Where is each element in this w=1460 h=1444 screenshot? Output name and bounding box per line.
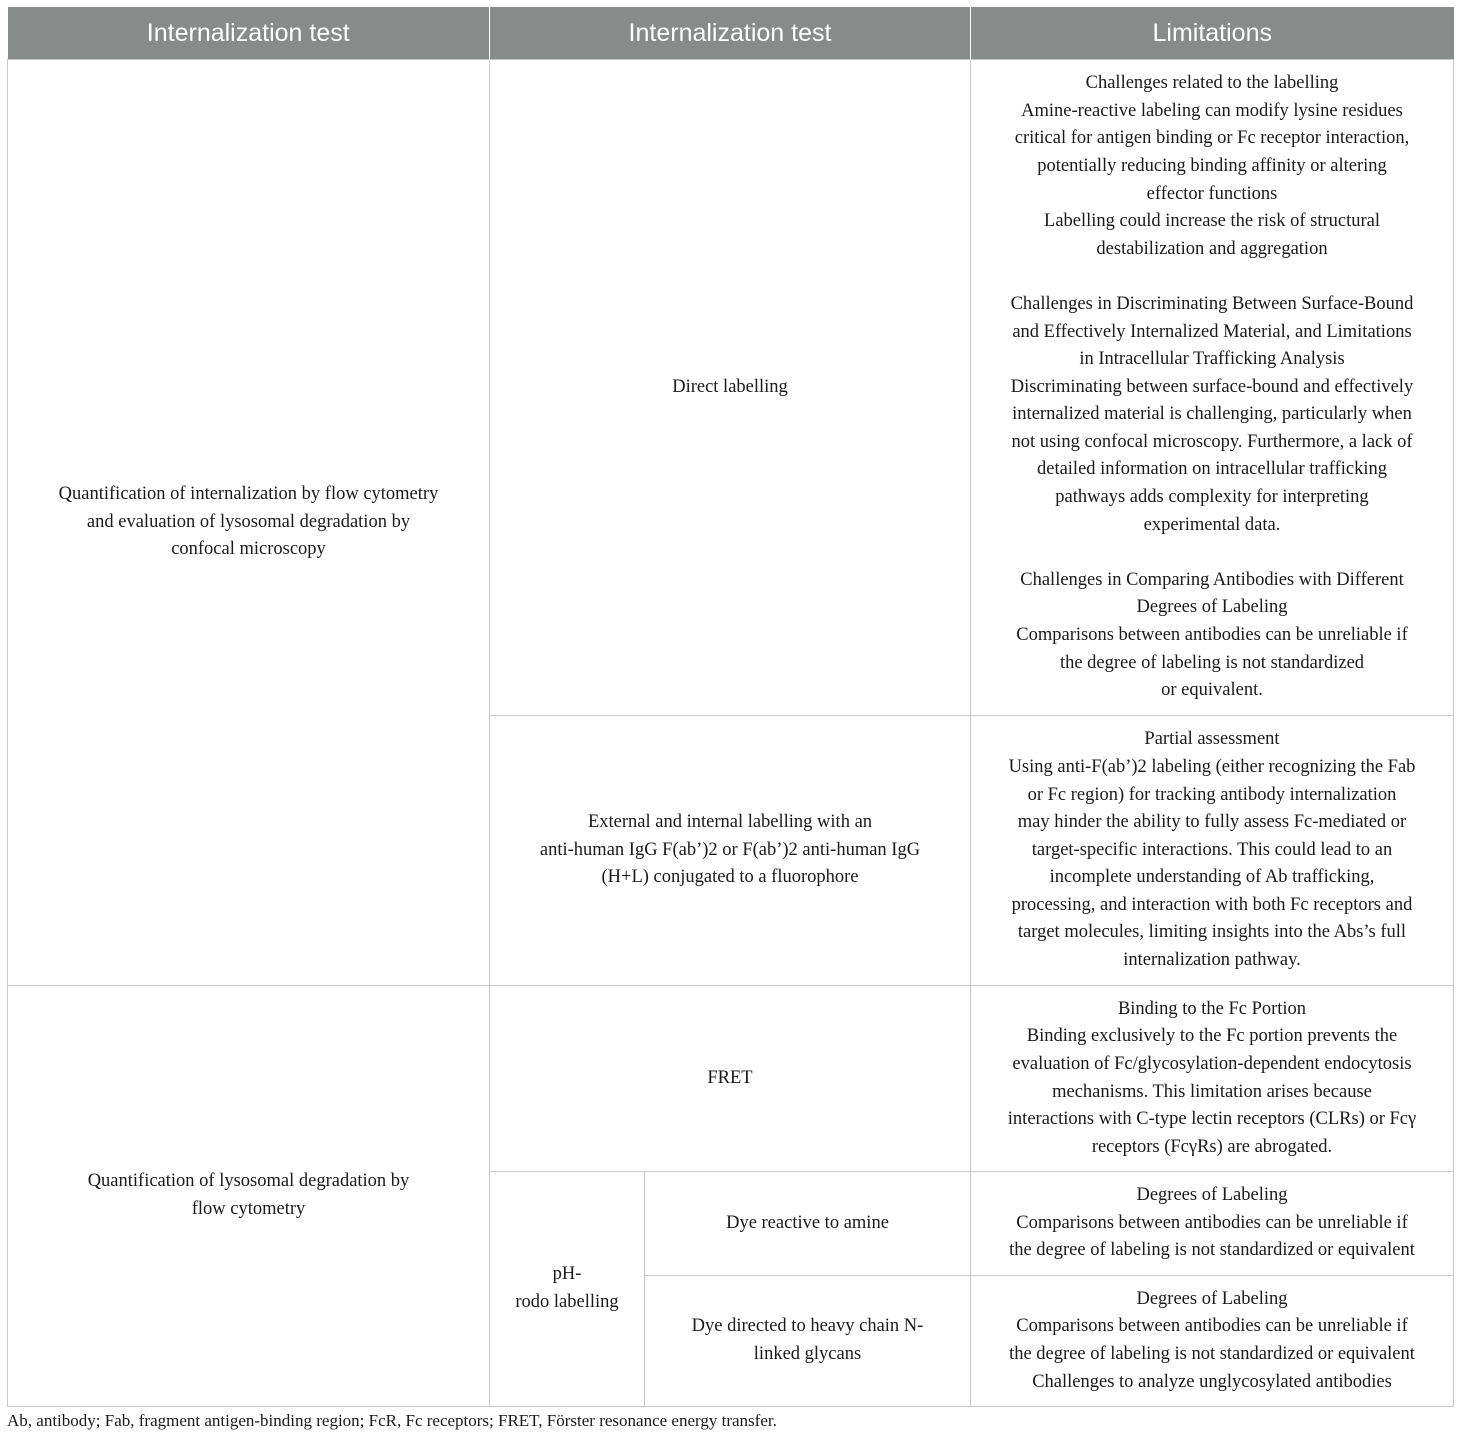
cell-text-line: Degrees of Labeling (1136, 597, 1288, 618)
cell-text-line: internalized material is challenging, particularly when (1012, 404, 1412, 425)
amine-limitations-cell (971, 1172, 1454, 1276)
cell-text-line: the degree of labeling is not standardized or equivalent (1009, 1240, 1415, 1261)
cell-text-line: destabilization and aggregation (1096, 238, 1328, 259)
cell-text-line: confocal microscopy (171, 539, 326, 560)
cell-text-line: pH- (552, 1264, 582, 1285)
cell-text-line: critical for antigen binding or Fc receptor interaction, (1014, 128, 1410, 149)
cell-text-line: flow cytometry (191, 1199, 306, 1219)
cell-text-line: pathways adds complexity for interpreting (1055, 487, 1369, 508)
cell-text-line: or Fc region) for tracking antibody internalization (1027, 784, 1397, 805)
external-limitations-cell (971, 716, 1454, 986)
group1-method-cell (8, 60, 490, 986)
cell-text-line: Comparisons between antibodies can be unreliable if (1016, 625, 1408, 646)
header-internalization-test-1: Internalization test (8, 7, 490, 60)
cell-text-line: and Effectively Internalized Material, and Limitations (1012, 321, 1412, 342)
cell-text-line: processing, and interaction with both Fc receptors and (1011, 894, 1413, 915)
cell-text-line: anti-human IgG F(ab’)2 or F(ab’)2 anti-human IgG (539, 839, 921, 860)
cell-text-line: Degrees of Labeling (1136, 1288, 1288, 1309)
cell-text-line: External and internal labelling with an (587, 812, 873, 833)
table-footnote: Ab, antibody; Fab, fragment antigen-binding region; FcR, Fc receptors; FRET, Förster resonance energy transfer. (7, 1411, 777, 1430)
cell-text-line (981, 539, 1443, 567)
cell-text-line: incomplete understanding of Ab trafficking, (1049, 867, 1375, 888)
cell-text-line: Binding to the Fc Portion (1117, 998, 1307, 1019)
cell-text-line: rodo labelling (515, 1292, 619, 1312)
cell-text-line: not using confocal microscopy. Furthermore, a lack of (1011, 431, 1413, 452)
cell-text-line: the degree of labeling is not standardized (1059, 652, 1365, 673)
table-row (8, 986, 1454, 1172)
cell-text-line: potentially reducing binding affinity or altering (1037, 155, 1387, 176)
cell-text-line: Amine-reactive labeling can modify lysine residues (1021, 100, 1403, 121)
cell-text-line: and evaluation of lysosomal degradation by (86, 511, 411, 532)
cell-text-line (981, 263, 1443, 291)
cell-text-line: or equivalent. (1161, 680, 1263, 701)
cell-text-line: in Intracellular Trafficking Analysis (1079, 349, 1345, 370)
glycan-limitations-cell (971, 1276, 1454, 1407)
glycan-dye-cell (645, 1276, 971, 1407)
cell-text-line: Comparisons between antibodies can be unreliable if (1016, 1316, 1408, 1337)
cell-text-line: (H+L) conjugated to a fluorophore (601, 867, 859, 888)
cell-text-line: interactions with C-type lectin receptors (CLRs) or Fcγ (1007, 1109, 1417, 1130)
cell-text-line: evaluation of Fc/glycosylation-dependent endocytosis (1012, 1053, 1412, 1074)
external-labelling-cell (490, 716, 971, 986)
cell-text-line: detailed information on intracellular trafficking (1036, 459, 1387, 480)
cell-text-line: linked glycans (753, 1344, 862, 1364)
cell-text-line: Challenges to analyze unglycosylated antibodies (1032, 1371, 1392, 1392)
phrodo-labelling-cell (490, 1172, 645, 1407)
cell-text-line: mechanisms. This limitation arises because (1052, 1081, 1372, 1102)
cell-text-line: may hinder the ability to fully assess Fc-mediated or (1017, 812, 1407, 833)
group2-method-cell (8, 986, 490, 1407)
limitations-table (7, 7, 1454, 1407)
direct-limitations-cell (971, 60, 1454, 716)
cell-text-line: target molecules, limiting insights into the Abs’s full (1017, 922, 1407, 943)
cell-text-line: Discriminating between surface-bound and effectively (1010, 376, 1414, 397)
direct-labelling-cell: Direct labelling (490, 60, 971, 716)
table-row (8, 60, 1454, 716)
cell-text-line: the degree of labeling is not standardized or equivalent (1009, 1344, 1415, 1364)
amine-dye-cell: Dye reactive to amine (645, 1172, 971, 1276)
cell-text-line: Challenges related to the labelling (1085, 73, 1339, 94)
cell-text-line: Comparisons between antibodies can be unreliable if (1016, 1212, 1408, 1233)
cell-text-line: Quantification of lysosomal degradation by (87, 1171, 410, 1192)
cell-text-line: Labelling could increase the risk of structural (1044, 211, 1380, 232)
cell-text-line: effector functions (1146, 183, 1278, 204)
cell-text-line: Degrees of Labeling (1136, 1185, 1288, 1206)
fret-cell: FRET (490, 986, 971, 1172)
header-internalization-test-2: Internalization test (490, 7, 971, 60)
header-limitations: Limitations (971, 7, 1454, 60)
cell-text-line: Dye directed to heavy chain N- (691, 1316, 924, 1337)
cell-text-line: internalization pathway. (1123, 950, 1301, 971)
cell-text-line: Using anti-F(ab’)2 labeling (either recognizing the Fab (1008, 756, 1416, 777)
table-container (7, 7, 1453, 1407)
cell-text-line: Challenges in Comparing Antibodies with Different (1020, 569, 1404, 590)
cell-text-line: Binding exclusively to the Fc portion prevents the (1026, 1026, 1398, 1047)
cell-text-line: Quantification of internalization by flow cytometry (58, 484, 439, 505)
cell-text-line: Partial assessment (1144, 729, 1280, 750)
cell-text-line: receptors (FcγRs) are abrogated. (1091, 1136, 1333, 1157)
fret-limitations-cell (971, 986, 1454, 1172)
cell-text-line: Challenges in Discriminating Between Surface-Bound (1010, 293, 1414, 314)
cell-text-line: target-specific interactions. This could lead to an (1031, 839, 1393, 860)
cell-text-line: experimental data. (1143, 514, 1281, 535)
header-row (8, 7, 1454, 60)
